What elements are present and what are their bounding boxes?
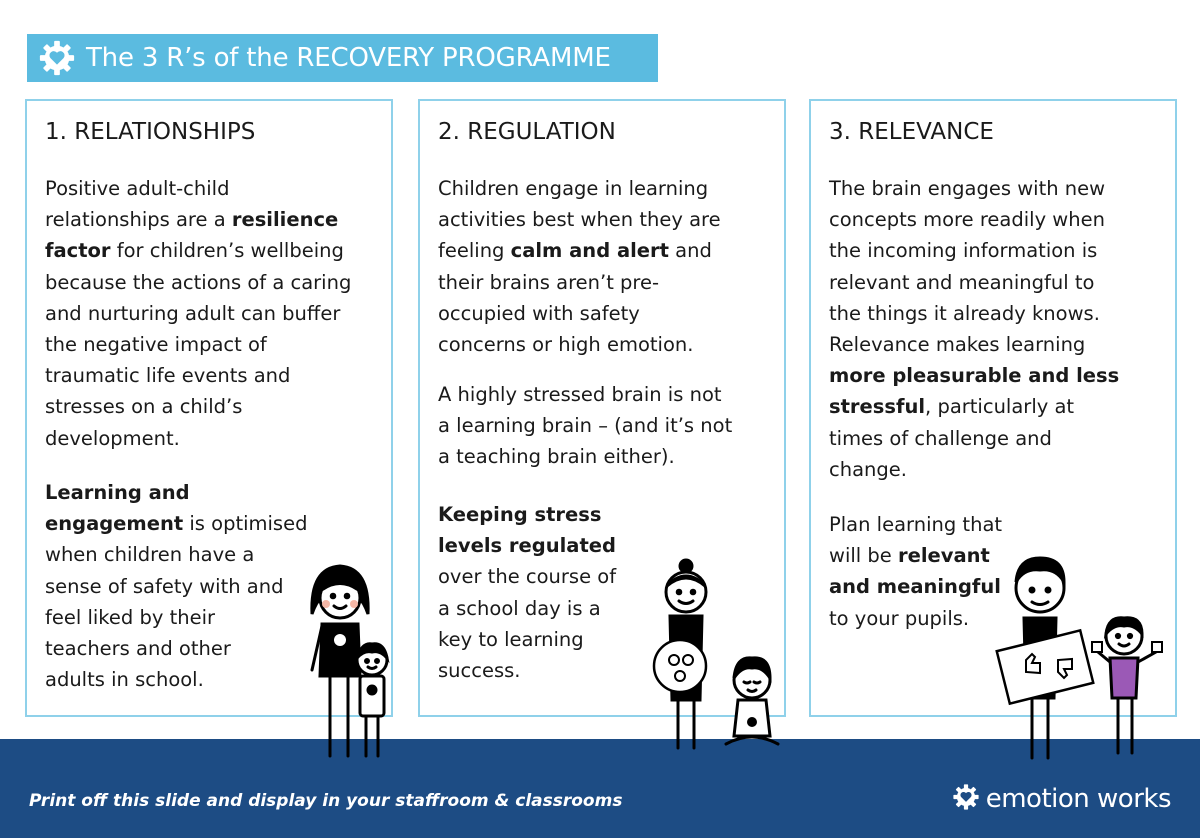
page-title: The 3 R’s of the RECOVERY PROGRAMME: [86, 43, 611, 73]
card-paragraph: Positive adult-child relationships are a resilience factor for children’s wellbeing because the actions of a caring and nurturing adult can buffer the negative impact of traumatic life events and stresses on a child’s development.: [45, 177, 352, 450]
card-paragraph: Learning and engagement is optimised when children have a sense of safety with and feel liked by their teachers and other adults in school.: [45, 481, 308, 692]
card-heading: 1. RELATIONSHIPS: [45, 119, 256, 145]
card-paragraph: Plan learning that will be relevant and meaningful to your pupils.: [829, 513, 1003, 630]
heart-gear-icon: [37, 38, 77, 78]
card-heading: 3. RELEVANCE: [829, 119, 994, 145]
card-paragraph: Children engage in learning activities best when they are feeling calm and alert and their brains aren’t pre- occupied with safety concerns or high emotion.: [438, 177, 721, 357]
card-paragraph: The brain engages with new concepts more readily when the incoming information is relevant and meaningful to the things it already knows. Relevance makes learning more pleasurable and less stressful, particularly at times of challenge and change.: [829, 177, 1120, 481]
brand-logo: [952, 783, 1171, 815]
thumbs-up-illustration: [996, 548, 1176, 768]
card-paragraph: Keeping stress levels regulated over the course of a school day is a key to learning success.: [438, 503, 617, 683]
card-paragraph: A highly stressed brain is not a learning brain – (and it’s not a teaching brain either).: [438, 383, 733, 469]
brand-name: emotion works: [985, 784, 1171, 814]
title-banner: [27, 34, 658, 82]
adult-and-child-illustration: [296, 560, 406, 770]
gear-and-meditating-child-illustration: [640, 560, 790, 770]
card-heading: 2. REGULATION: [438, 119, 616, 145]
gear-heart-icon: [952, 783, 980, 815]
footer-note: Print off this slide and display in your staffroom & classrooms: [29, 791, 623, 811]
